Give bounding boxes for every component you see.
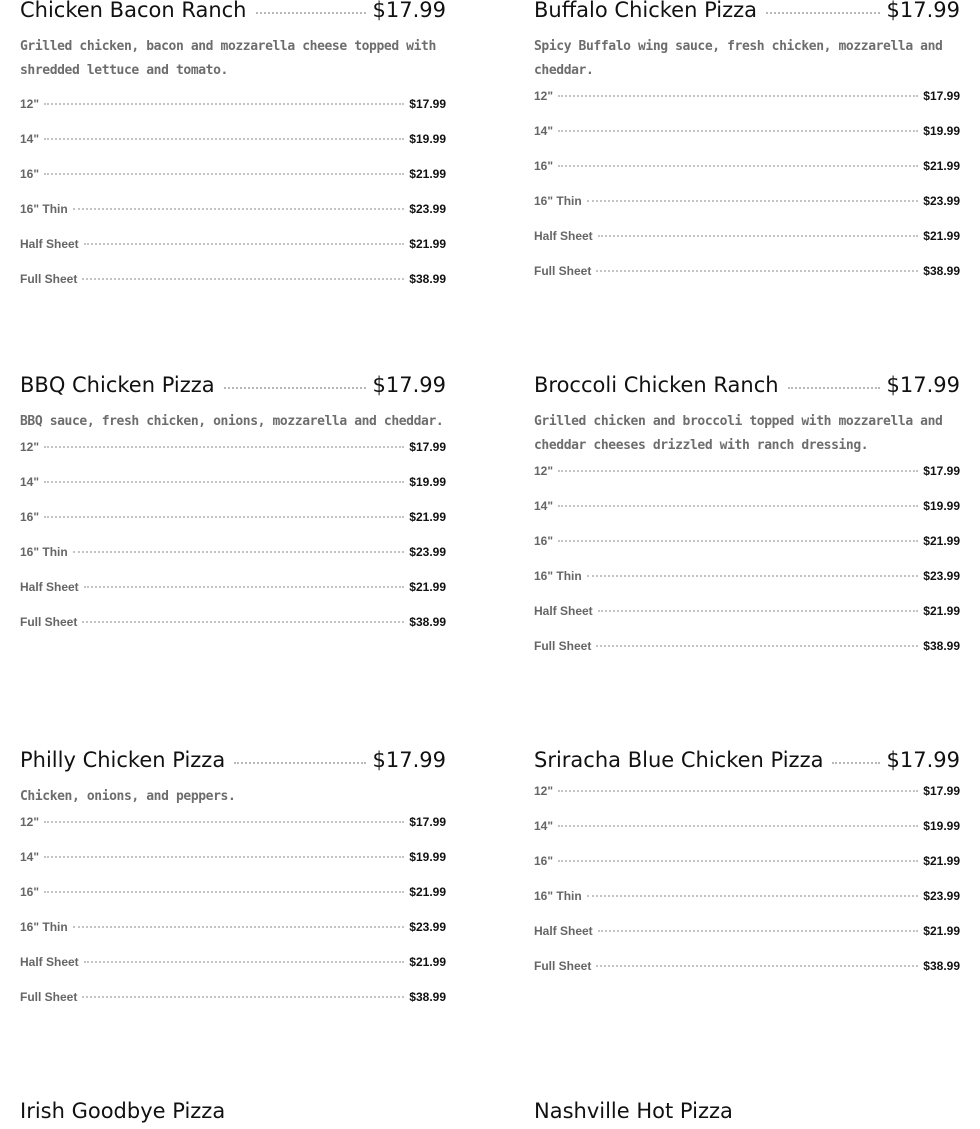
item-name: Philly Chicken Pizza [20,748,226,772]
menu-item-buffalo-chicken-pizza [534,0,960,299]
dotted-leader [44,480,404,483]
size-price: $38.99 [923,264,960,278]
size-price: $17.99 [409,440,446,454]
dotted-leader [598,609,919,612]
size-list [534,464,960,674]
size-row [534,194,960,229]
size-price: $21.99 [409,580,446,594]
menu-item-nashville-hot-pizza [534,1099,960,1123]
item-name: Chicken Bacon Ranch [20,0,247,22]
size-row [20,850,446,885]
size-label: 12" [20,440,40,454]
size-label: Full Sheet [534,639,592,653]
item-header [20,1099,446,1123]
size-label: 14" [20,132,40,146]
size-list [20,97,446,307]
size-label: Half Sheet [534,229,593,243]
size-price: $21.99 [923,924,960,938]
size-row [534,819,960,854]
size-price: $17.99 [923,464,960,478]
size-label: 12" [20,97,40,111]
size-price: $23.99 [923,569,960,583]
menu-item-bbq-chicken-pizza [20,373,446,650]
dotted-leader [558,129,918,132]
size-row [20,615,446,650]
item-description: Grilled chicken, bacon and mozzarella cheese topped with shredded lettuce and tomato. [20,39,436,78]
size-label: 16" [20,167,40,181]
item-price: $17.99 [372,0,446,22]
size-row [20,272,446,307]
size-label: 16" Thin [20,202,68,216]
item-name: Buffalo Chicken Pizza [534,0,758,22]
size-row [20,815,446,850]
size-row [534,159,960,194]
size-row [20,475,446,510]
dotted-leader [224,386,366,389]
menu-item-sriracha-blue-chicken-pizza [534,748,960,994]
size-row [20,580,446,615]
size-row [20,202,446,237]
size-label: 12" [534,464,554,478]
size-label: 12" [534,89,554,103]
dotted-leader [44,137,404,140]
size-price: $23.99 [923,194,960,208]
size-label: Half Sheet [20,955,79,969]
size-row [20,510,446,545]
dotted-leader [832,761,879,764]
dotted-leader [598,929,919,932]
size-label: 16" [20,510,40,524]
dotted-leader [587,894,919,897]
size-price: $38.99 [409,615,446,629]
item-description: Grilled chicken and broccoli topped with mozzarella and cheddar cheeses drizzled with ranch dressing. [534,414,943,453]
size-label: 16" Thin [534,194,582,208]
item-price: $17.99 [886,373,960,397]
menu-item-chicken-bacon-ranch [20,0,446,307]
size-row [534,959,960,994]
dotted-leader [558,824,918,827]
item-name: BBQ Chicken Pizza [20,373,215,397]
size-price: $38.99 [923,959,960,973]
size-price: $17.99 [923,784,960,798]
dotted-leader [256,11,366,14]
item-price: $17.99 [886,0,960,22]
item-price: $17.99 [372,748,446,772]
dotted-leader [44,445,404,448]
item-description: Chicken, onions, and peppers. [20,789,236,804]
size-price: $21.99 [923,854,960,868]
dotted-leader [73,925,405,928]
size-row [20,132,446,167]
size-label: 16" [20,885,40,899]
dotted-leader [596,644,918,647]
dotted-leader [44,515,404,518]
size-price: $21.99 [409,237,446,251]
size-label: 12" [20,815,40,829]
dotted-leader [558,504,918,507]
size-label: Full Sheet [20,615,78,629]
size-price: $21.99 [409,510,446,524]
size-price: $17.99 [409,815,446,829]
size-row [534,604,960,639]
size-label: 16" [534,159,554,173]
size-row [534,124,960,159]
size-price: $21.99 [923,229,960,243]
size-row [20,990,446,1025]
size-label: 14" [534,499,554,513]
size-label: Half Sheet [534,604,593,618]
size-price: $38.99 [409,990,446,1004]
size-row [534,89,960,124]
size-row [534,229,960,264]
size-row [20,237,446,272]
size-price: $23.99 [409,202,446,216]
dotted-leader [558,469,918,472]
dotted-leader [84,960,405,963]
size-price: $38.99 [923,639,960,653]
item-description: Spicy Buffalo wing sauce, fresh chicken, mozzarella and cheddar. [534,39,943,78]
size-label: 14" [534,124,554,138]
size-price: $19.99 [923,499,960,513]
dotted-leader [766,11,879,14]
size-price: $17.99 [409,97,446,111]
size-label: 16" Thin [20,920,68,934]
item-header [20,748,446,772]
item-header [534,748,960,772]
size-list [534,784,960,994]
dotted-leader [44,855,404,858]
dotted-leader [587,574,919,577]
dotted-leader [234,761,365,764]
item-name: Nashville Hot Pizza [534,1099,733,1123]
size-price: $17.99 [923,89,960,103]
size-price: $21.99 [409,885,446,899]
item-name: Sriracha Blue Chicken Pizza [534,748,824,772]
dotted-leader [44,890,404,893]
size-label: Full Sheet [20,272,78,286]
size-row [20,920,446,955]
size-row [534,464,960,499]
size-row [534,889,960,924]
item-header [534,0,960,22]
size-label: 16" Thin [20,545,68,559]
size-price: $21.99 [409,955,446,969]
dotted-leader [558,94,918,97]
size-label: 16" Thin [534,569,582,583]
size-label: Full Sheet [20,990,78,1004]
size-list [20,815,446,1025]
dotted-leader [73,207,405,210]
dotted-leader [44,102,404,105]
size-label: 16" Thin [534,889,582,903]
size-price: $19.99 [923,819,960,833]
size-price: $21.99 [923,534,960,548]
size-label: 16" [534,854,554,868]
size-label: 16" [534,534,554,548]
size-label: Half Sheet [20,237,79,251]
menu-item-broccoli-chicken-ranch [534,373,960,674]
size-list [20,440,446,650]
size-row [20,955,446,990]
size-row [20,885,446,920]
dotted-leader [558,164,918,167]
dotted-leader [558,539,918,542]
dotted-leader [788,386,880,389]
size-row [534,854,960,889]
dotted-leader [44,172,404,175]
size-price: $23.99 [409,545,446,559]
dotted-leader [596,269,918,272]
item-description: BBQ sauce, fresh chicken, onions, mozzarella and cheddar. [20,414,444,429]
size-row [20,440,446,475]
size-row [20,545,446,580]
dotted-leader [587,199,919,202]
size-price: $23.99 [409,920,446,934]
size-price: $38.99 [409,272,446,286]
size-row [534,534,960,569]
size-label: Full Sheet [534,959,592,973]
item-price: $17.99 [886,748,960,772]
size-price: $19.99 [409,850,446,864]
size-row [534,499,960,534]
dotted-leader [73,550,405,553]
dotted-leader [558,859,918,862]
menu-item-irish-goodbye-pizza [20,1099,446,1123]
dotted-leader [84,585,405,588]
dotted-leader [44,820,404,823]
menu-item-philly-chicken-pizza [20,748,446,1025]
item-name: Broccoli Chicken Ranch [534,373,779,397]
size-list [534,89,960,299]
dotted-leader [598,234,919,237]
item-price: $17.99 [372,373,446,397]
size-label: 14" [20,850,40,864]
size-row [534,639,960,674]
size-label: 14" [20,475,40,489]
size-row [534,924,960,959]
item-name: Irish Goodbye Pizza [20,1099,226,1123]
size-price: $19.99 [409,132,446,146]
size-price: $19.99 [923,124,960,138]
size-price: $21.99 [923,604,960,618]
item-header [20,0,446,22]
size-label: 12" [534,784,554,798]
size-row [534,784,960,819]
dotted-leader [82,620,404,623]
size-label: 14" [534,819,554,833]
dotted-leader [82,277,404,280]
size-label: Half Sheet [534,924,593,938]
size-price: $23.99 [923,889,960,903]
size-row [534,569,960,604]
dotted-leader [84,242,405,245]
size-row [534,264,960,299]
item-header [534,373,960,397]
size-price: $19.99 [409,475,446,489]
dotted-leader [596,964,918,967]
dotted-leader [558,789,918,792]
size-price: $21.99 [409,167,446,181]
size-row [20,97,446,132]
dotted-leader [82,995,404,998]
size-price: $21.99 [923,159,960,173]
item-header [534,1099,960,1123]
item-header [20,373,446,397]
size-label: Half Sheet [20,580,79,594]
size-label: Full Sheet [534,264,592,278]
size-row [20,167,446,202]
